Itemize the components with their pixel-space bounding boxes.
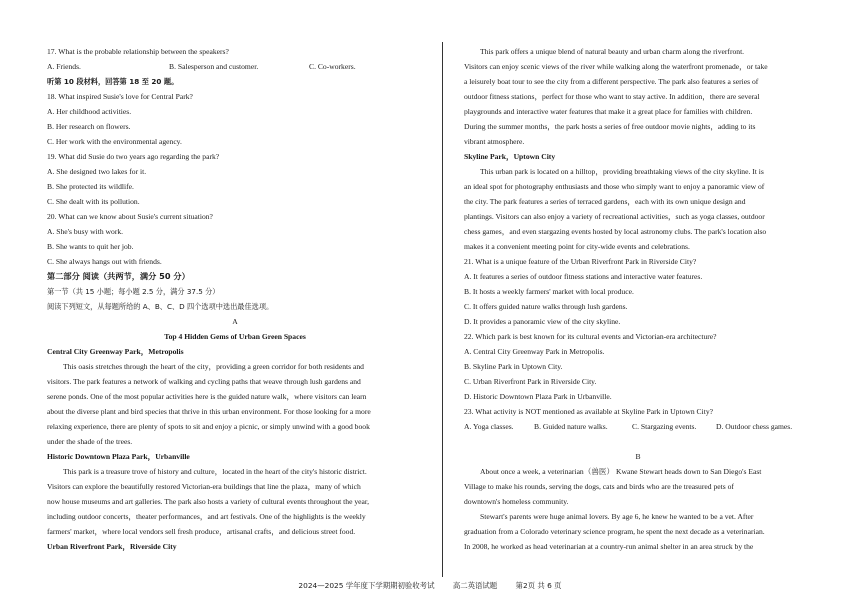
park-heading: Historic Downtown Plaza Park，Urbanville [47, 452, 190, 461]
column-divider [442, 42, 443, 577]
option-b: B. She protected its wildlife. [47, 182, 134, 191]
passage-title: Top 4 Hidden Gems of Urban Green Spaces [164, 332, 306, 341]
paragraph-line: outdoor fitness stations，perfect for those who want to stay active. In addition，there are several [464, 92, 760, 101]
paragraph-line: Visitors can explore the beautifully restored Victorian-era buildings that line the plaza，many of which [47, 482, 361, 491]
question-18: 18. What inspired Susie's love for Central Park? [47, 92, 193, 101]
question-19: 19. What did Susie do two years ago regarding the park? [47, 152, 220, 161]
paragraph-line: an ideal spot for photography enthusiasts and those who simply want to enjoy a panoramic view of [464, 182, 765, 191]
question-17: 17. What is the probable relationship between the speakers? [47, 47, 229, 56]
option-a: A. Friends. [47, 62, 81, 71]
option-b: B. Skyline Park in Uptown City. [464, 362, 563, 371]
option-c: C. Urban Riverfront Park in Riverside City. [464, 377, 597, 386]
option-c: C. She always hangs out with friends. [47, 257, 162, 266]
passage-label: A [232, 317, 238, 326]
question-22: 22. Which park is best known for its cultural events and Victorian-era architecture? [464, 332, 717, 341]
park-heading: Urban Riverfront Park，Riverside City [47, 542, 177, 551]
reading-instruction: 阅读下列短文，从每题所给的 A、B、C、D 四个选项中选出最佳选项。 [47, 302, 274, 311]
paragraph-line: Stewart's parents were huge animal lovers. By age 6, he knew he wanted to be a vet. After [480, 512, 754, 521]
paragraph-line: playgrounds and interactive water features that make it a great place for families with children. [464, 107, 753, 116]
paragraph-line: In 2008, he worked as head veterinarian at a country-run animal shelter in an area struck by the [464, 542, 754, 551]
paragraph-line: This park is a treasure trove of history and culture，located in the heart of the city's historic district. [63, 467, 367, 476]
exam-title: 2024—2025 学年度下学期期初验收考试 [298, 581, 435, 590]
paragraph-line: During the summer months，the park hosts a series of free outdoor movie nights，adding to its [464, 122, 756, 131]
paragraph-line: This urban park is located on a hilltop，providing breathtaking views of the city skyline. It is [480, 167, 764, 176]
option-d: D. Outdoor chess games. [716, 422, 793, 431]
subject-title: 高二英语试题 [452, 581, 498, 590]
paragraph-line: farmers' market，where local vendors sell fresh produce，artisanal crafts，and delicious street food. [47, 527, 356, 536]
paragraph-line: the city. The park features a series of terraced gardens，each with its own unique design and [464, 197, 746, 206]
option-b: B. It hosts a weekly farmers' market with local produce. [464, 287, 634, 296]
paragraph-line: vibrant atmosphere. [464, 137, 525, 146]
paragraph-line: graduation from a Colorado veterinary science program, he spent the next decade as a veterinarian. [464, 527, 765, 536]
option-b: B. Her research on flowers. [47, 122, 131, 131]
paragraph-line: Village to make his rounds, serving the dogs, cats and birds who are the treasured pets of [464, 482, 734, 491]
paragraph-line: relaxing experience, there are plenty of spots to sit and enjoy a picnic, or simply unwind with a good book [47, 422, 370, 431]
option-d: D. It provides a panoramic view of the city skyline. [464, 317, 621, 326]
question-23-options [464, 419, 812, 434]
paragraph-line: This oasis stretches through the heart of the city，providing a green corridor for both residents and [63, 362, 364, 371]
question-23: 23. What activity is NOT mentioned as available at Skyline Park in Uptown City? [464, 407, 714, 416]
option-a: A. She designed two lakes for it. [47, 167, 147, 176]
left-column [47, 44, 423, 554]
section-1-heading: 第一节（共 15 小题；每小题 2.5 分，满分 37.5 分） [47, 287, 220, 296]
option-c: C. It offers guided nature walks through lush gardens. [464, 302, 628, 311]
option-a: A. Central City Greenway Park in Metropolis. [464, 347, 605, 356]
paragraph-line: plantings. Visitors can also enjoy a variety of recreational activities，such as yoga classes, outdoor [464, 212, 765, 221]
park-heading: Central City Greenway Park，Metropolis [47, 347, 184, 356]
paragraph-line: chess games，and even stargazing events hosted by local astronomy clubs. The park's location also [464, 227, 767, 236]
spacer [464, 434, 812, 449]
paragraph-line: This park offers a unique blend of natural beauty and urban charm along the riverfront. [480, 47, 745, 56]
paragraph-line: About once a week, a veterinarian（兽医） Kwane Stewart heads down to San Diego's East [480, 467, 762, 476]
paragraph-line: visitors. The park features a network of walking and cycling paths that weave through lush gardens and [47, 377, 361, 386]
section-10-instruction: 听第 10 段材料，回答第 18 至 20 题。 [47, 77, 179, 86]
option-b: B. She wants to quit her job. [47, 242, 134, 251]
part-2-heading: 第二部分 阅读（共两节，满分 50 分） [47, 271, 190, 281]
option-c: C. Co-workers. [309, 62, 356, 71]
option-a: A. Her childhood activities. [47, 107, 132, 116]
question-17-options [47, 59, 423, 74]
paragraph-line: about the diverse plant and bird species that thrive in this urban environment. For those looking for a more [47, 407, 371, 416]
paragraph-line: makes it a convenient meeting point for city-wide events and celebrations. [464, 242, 690, 251]
option-d: D. Historic Downtown Plaza Park in Urbanville. [464, 392, 612, 401]
paragraph-line: downtown's homeless community. [464, 497, 569, 506]
option-c: C. She dealt with its pollution. [47, 197, 140, 206]
park-heading: Skyline Park，Uptown City [464, 152, 556, 161]
paragraph-line: under the shade of the trees. [47, 437, 133, 446]
page-number: 第2页 共 6 页 [515, 581, 562, 590]
option-a: A. She's busy with work. [47, 227, 124, 236]
question-21: 21. What is a unique feature of the Urban Riverfront Park in Riverside City? [464, 257, 697, 266]
page-footer [0, 580, 860, 591]
paragraph-line: Visitors can enjoy scenic views of the river while walking along the waterfront promenade，or take [464, 62, 768, 71]
option-a: A. It features a series of outdoor fitness stations and interactive water features. [464, 272, 703, 281]
question-20: 20. What can we know about Susie's current situation? [47, 212, 213, 221]
paragraph-line: a leisurely boat tour to see the city from a different perspective. The park also features a series of [464, 77, 759, 86]
option-b: B. Salesperson and customer. [169, 62, 259, 71]
option-b: B. Guided nature walks. [534, 422, 608, 431]
paragraph-line: serene ponds. One of the most popular activities here is the guided nature walk，where visitors can learn [47, 392, 367, 401]
paragraph-line: now house museums and art galleries. The park also hosts a variety of cultural events throughout the year, [47, 497, 369, 506]
option-c: C. Stargazing events. [632, 422, 697, 431]
option-a: A. Yoga classes. [464, 422, 514, 431]
right-column [464, 44, 812, 554]
passage-label: B [635, 452, 641, 461]
option-c: C. Her work with the environmental agency. [47, 137, 182, 146]
paragraph-line: including outdoor concerts，theater performances，and art festivals. One of the highlights is the weekly [47, 512, 366, 521]
